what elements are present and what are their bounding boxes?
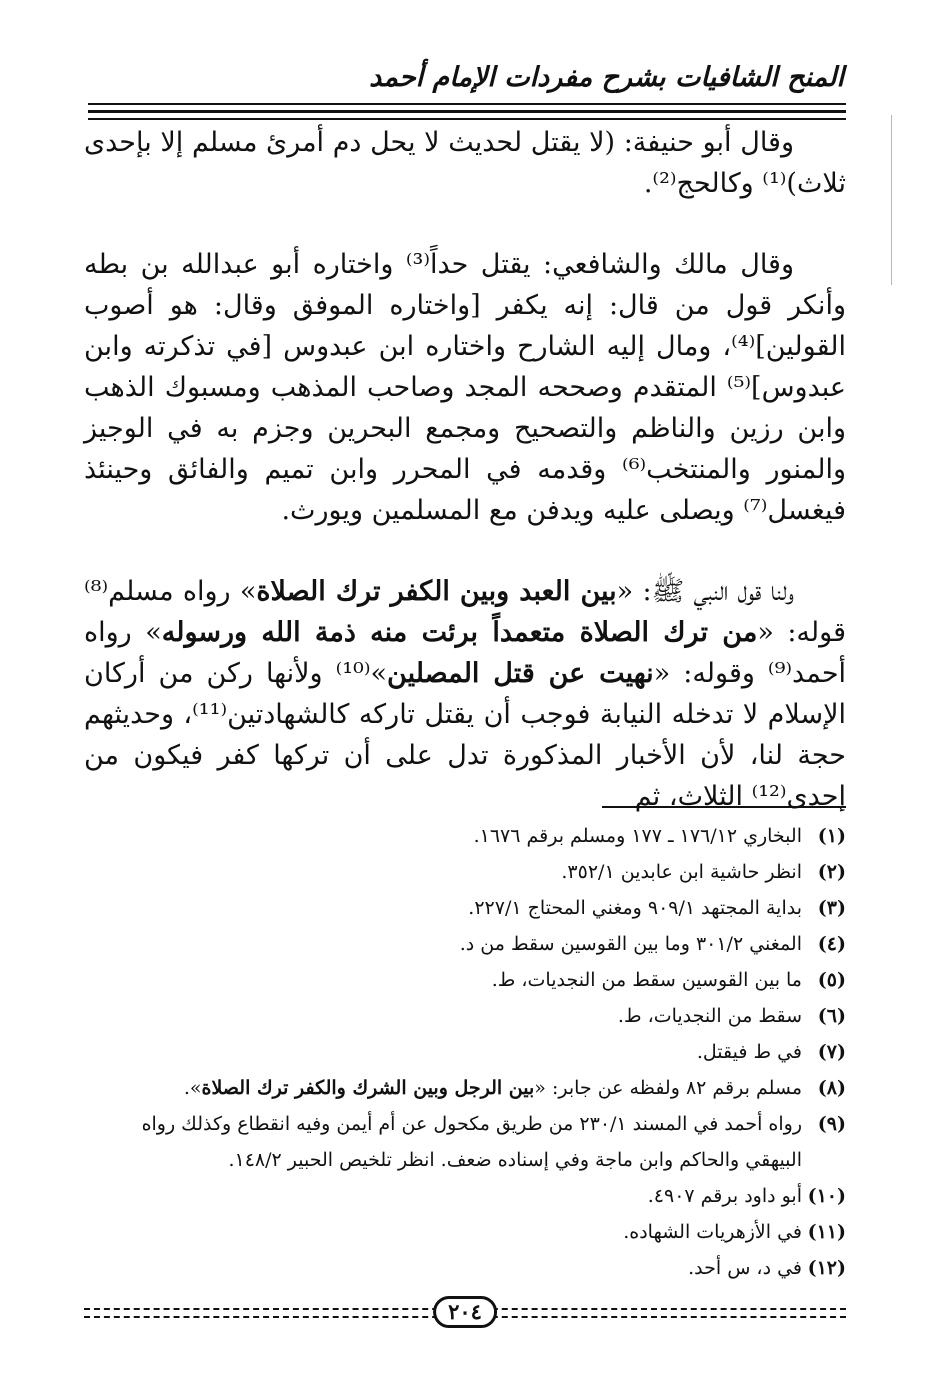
footnote-7 bbox=[84, 1034, 846, 1070]
footnote-number: (٦) bbox=[817, 1005, 846, 1027]
page-footer bbox=[84, 1296, 846, 1326]
header-rule bbox=[88, 103, 846, 105]
footnote-number: (٧) bbox=[817, 1041, 846, 1063]
footnote-text: في الأزهريات الشهاده. bbox=[623, 1221, 802, 1243]
paragraph-3-text: » رواه مسلم⁽⁸⁾ قوله: « bbox=[84, 576, 846, 648]
footnote-text: انظر حاشية ابن عابدين ٣٥٢/١. bbox=[561, 861, 802, 883]
footnote-number: (١) bbox=[817, 825, 846, 847]
footnote-3 bbox=[84, 890, 846, 926]
footnote-4 bbox=[84, 926, 846, 962]
footnote-5 bbox=[84, 962, 846, 998]
footnotes bbox=[84, 818, 846, 1286]
footnote-2 bbox=[84, 854, 846, 890]
footnote-text: سقط من النجديات، ط. bbox=[617, 1005, 802, 1027]
hadith-quote-2: من ترك الصلاة متعمداً برئت منه ذمة الله ورسوله bbox=[161, 617, 758, 648]
footnote-text: رواه أحمد في المسند ٢٣٠/١ من طريق مكحول عن أم أيمن وفيه انقطاع وكذلك رواه البيهقي والحاكم وابن ماجة وفي إسناده ضعف. انظر تلخيص الحبير ١٤٨/٢. bbox=[141, 1113, 802, 1171]
footnote-number: (١١) bbox=[807, 1221, 846, 1243]
footnote-9 bbox=[84, 1106, 846, 1178]
footnote-hadith-quote: بين الرجل وبين الشرك والكفر ترك الصلاة bbox=[201, 1077, 535, 1099]
footnote-number: (٥) bbox=[817, 969, 846, 991]
header-rule bbox=[88, 118, 846, 120]
footnote-8 bbox=[84, 1070, 846, 1106]
footnote-number: (٢) bbox=[817, 861, 846, 883]
scan-edge-mark bbox=[891, 115, 892, 285]
paragraph-3-text: » رواه أحمد⁽⁹⁾ وقوله: « bbox=[84, 617, 847, 689]
footnote-number: (٤) bbox=[817, 933, 846, 955]
footnote-number: (٩) bbox=[817, 1113, 846, 1135]
footnote-number: (٨) bbox=[817, 1077, 846, 1099]
footnote-10 bbox=[84, 1178, 846, 1214]
footnote-text: بداية المجتهد ٩٠٩/١ ومغني المحتاج ٢٢٧/١. bbox=[468, 897, 802, 919]
footnote-text: المغني ٣٠١/٢ وما بين القوسين سقط من د. bbox=[459, 933, 802, 955]
footnote-separator bbox=[602, 806, 846, 808]
paragraph-3-text: »⁽¹⁰⁾ ولأنها ركن من أركان الإسلام لا تدخله النيابة فوجب أن يقتل تاركه كالشهادتين⁽¹¹⁾، وحديثهم حجة لنا، لأن الأخبار المذكورة تدل على أن تركها كفر فيكون من إحدى⁽¹²⁾ الثلاث، ثم bbox=[84, 658, 847, 812]
footnote-text: في د، س أحد. bbox=[688, 1257, 802, 1279]
footnote-number: (١٢) bbox=[807, 1257, 846, 1279]
main-text bbox=[84, 122, 846, 817]
running-header-title: المنح الشافيات بشرح مفردات الإمام أحمد bbox=[369, 62, 844, 93]
footnote-12 bbox=[84, 1250, 846, 1286]
page-number: ٢٠٤ bbox=[433, 1296, 497, 1328]
header-rule bbox=[88, 110, 846, 113]
footnote-text: البخاري ١٧٦/١٢ ـ ١٧٧ ومسلم برقم ١٦٧٦. bbox=[473, 825, 802, 847]
hadith-quote-1: بين العبد وبين الكفر ترك الصلاة bbox=[256, 576, 617, 607]
footnote-6 bbox=[84, 998, 846, 1034]
footnote-text: ما بين القوسين سقط من النجديات، ط. bbox=[491, 969, 802, 991]
footnote-number: (٣) bbox=[817, 897, 846, 919]
footnote-11 bbox=[84, 1214, 846, 1250]
footnote-number: (١٠) bbox=[807, 1185, 846, 1207]
paragraph-3 bbox=[84, 571, 846, 817]
footnote-text-part: مسلم برقم ٨٢ ولفظه عن جابر: « bbox=[534, 1077, 802, 1099]
paragraph-3-text: ولنا قول النبي ﷺ: « bbox=[616, 576, 794, 607]
hadith-quote-3: نهيت عن قتل المصلين bbox=[387, 658, 654, 689]
paragraph-1: وقال أبو حنيفة: (لا يقتل لحديث لا يحل دم أمرئ مسلم إلا بإحدى ثلاث)⁽¹⁾ وكالحج⁽²⁾. bbox=[84, 127, 846, 199]
paragraph-2: وقال مالك والشافعي: يقتل حداً⁽³⁾ واختاره أبو عبدالله بن بطه وأنكر قول من قال: إنه يكفر [واختاره الموفق وقال: هو أصوب القولين]⁽⁴⁾، ومال إليه الشارح واختاره ابن عبدوس [في تذكرته وابن عبدوس]⁽⁵⁾ المتقدم وصححه المجد وصاحب المذهب ومسبوك الذهب وابن رزين والناظم والتصحيح ومجمع البحرين وجزم به في الوجيز والمنور والمنتخب⁽⁶⁾ وقدمه في المحرر وابن تميم والفائق وحينئذ فيغسل⁽⁷⁾ ويصلى عليه ويدفن مع المسلمين ويورث. bbox=[84, 249, 846, 526]
footnote-text: أبو داود برقم ٤٩٠٧. bbox=[647, 1185, 802, 1207]
footnote-1 bbox=[84, 818, 846, 854]
footnote-text bbox=[84, 1070, 802, 1106]
footnote-text: في ط فيقتل. bbox=[696, 1041, 802, 1063]
footnote-text-part: ». bbox=[183, 1077, 202, 1099]
